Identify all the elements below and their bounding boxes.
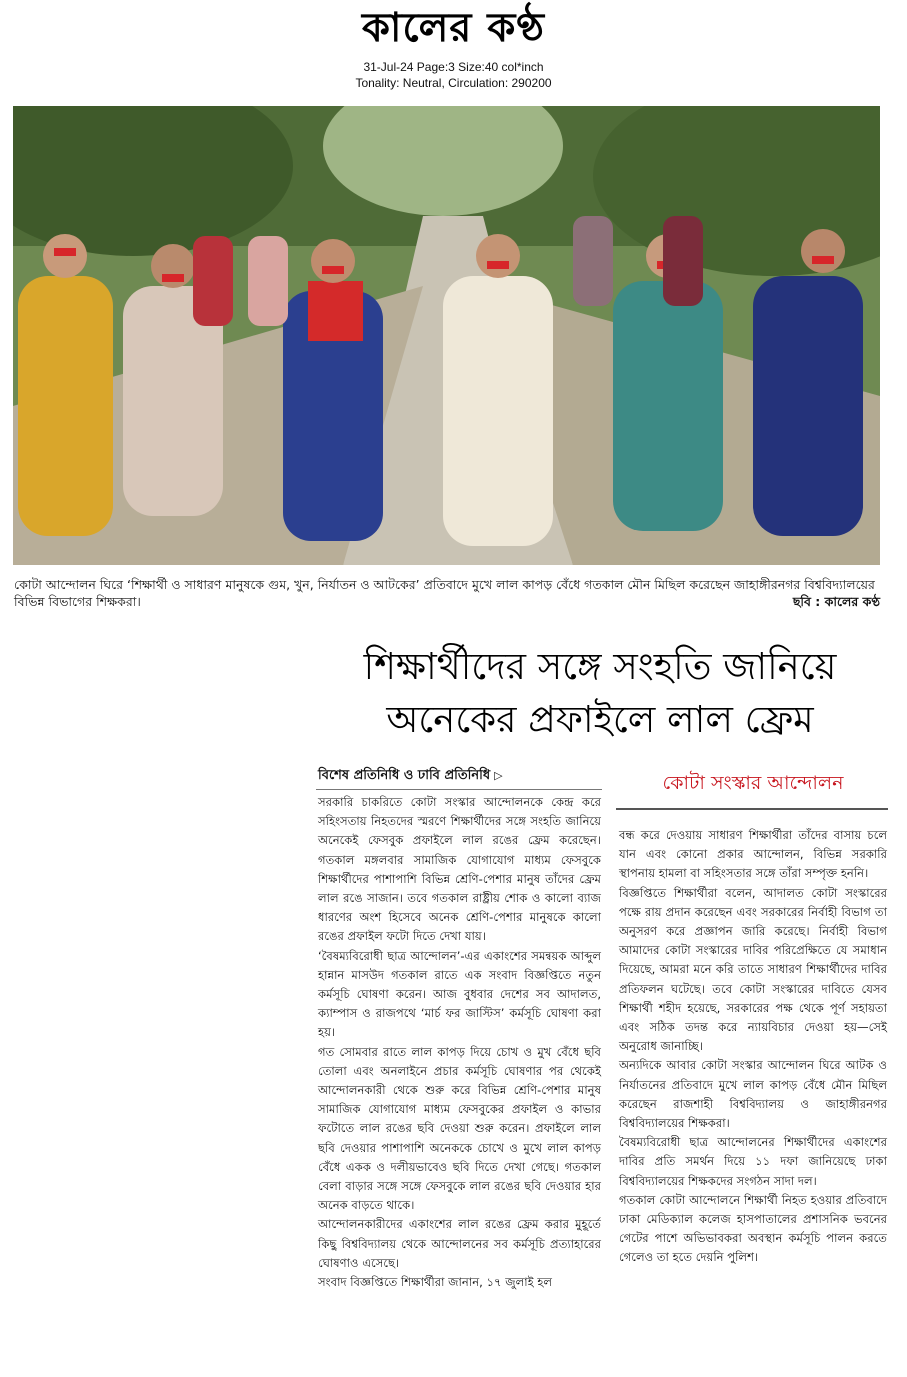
photo-credit: ছবি : কালের কণ্ঠ [792, 594, 880, 609]
paragraph: আন্দোলনকারীদের একাংশের লাল রঙের ফ্রেম করার মুহূর্তে কিছু বিশ্ববিদ্যালয় থেকে আন্দোলনের সব কর্মসূচি প্রত্যাহারের ঘোষণাও এসেছে। [318, 1217, 601, 1270]
article-column-1 [318, 793, 601, 1292]
paragraph: সরকারি চাকরিতে কোটা সংস্কার আন্দোলনকে কেন্দ্র করে সহিংসতায় নিহতদের স্মরণে শিক্ষার্থীদের সঙ্গে সংহতি জানিয়ে অনেকেই ফেসবুক প্রফাইলে লাল রঙের ফ্রেম করেছেন। গতকাল মঙ্গলবার সামাজিক যোগাযোগ মাধ্যম ফেসবুকে শিক্ষার্থীদের পাশাপাশি বিভিন্ন শ্রেণি-পেশার মানুষ তাঁদের ফ্রেম লাল রঙে সাজান। তবে গতকাল রাষ্ট্রীয় শোক ও কালো ব্যাজ ধারণের অংশ হিসেবে অনেক শ্রেণি-পেশার মানুষকে কালো রঙের প্রফাইল ফটো দিতে দেখা যায়। [318, 795, 601, 944]
article-headline [300, 640, 900, 746]
paragraph: ‘বৈষম্যবিরোধী ছাত্র আন্দোলন’-এর একাংশের সমন্বয়ক আব্দুল হান্নান মাসউদ গতকাল রাতে এক সংবাদ বিজ্ঞপ্তিতে নতুন কর্মসূচি ঘোষণা করেন। আজ বুধবার দেশের সব আদালত, ক্যাম্পাস ও রাজপথে ‘মার্চ ফর জাস্টিস’ কর্মসূচি ঘোষণা করা হয়। [318, 948, 601, 1040]
paragraph: সংবাদ বিজ্ঞপ্তিতে শিক্ষার্থীরা জানান, ১৭ জুলাই হল [318, 1275, 553, 1290]
article-column-2 [619, 826, 887, 1268]
photo-caption [14, 576, 880, 610]
paragraph: গত সোমবার রাতে লাল কাপড় দিয়ে চোখ ও মুখ বেঁধে ছবি তোলা এবং অনলাইনে প্রচার কর্মসূচি ঘোষণার পর থেকেই আন্দোলনকারী থেকে শুরু করে বিভিন্ন শ্রেণি-পেশার মানুষ সামাজিক যোগাযোগ মাধ্যম ফেসবুকের প্রফাইল ও কাভার ফটোতে লাল রঙের ছবি দেওয়া শুরু করেন। প্রফাইলে লাল ছবি দেওয়ার পাশাপাশি অনেককে চোখে ও মুখে লাল কাপড় বেঁধে একক ও দলীয়ভাবেও ছবি দিতে দেখা গেছে। গতকাল বেলা বাড়ার সঙ্গে সঙ্গে ফেসবুকে লাল রঙের ছবি দেওয়ার হার অনেক বাড়তে থাকে। [318, 1044, 601, 1213]
byline-rule [316, 789, 602, 790]
paragraph: বৈষম্যবিরোধী ছাত্র আন্দোলনের শিক্ষার্থীদের একাংশের দাবির প্রতি সমর্থন দিয়ে ১১ দফা জানিয়েছে ঢাকা বিশ্ববিদ্যালয়ের শিক্ষকদের সংগঠন সাদা দল। [619, 1135, 887, 1188]
clip-tonality-line: Tonality: Neutral, Circulation: 290200 [355, 76, 552, 90]
news-photo [13, 106, 880, 565]
newspaper-logo: কালের কণ্ঠ [361, 4, 546, 51]
section-tag: কোটা সংস্কার আন্দোলন [662, 772, 844, 794]
clip-meta-line: 31-Jul-24 Page:3 Size:40 col*inch [363, 60, 544, 74]
paragraph: গতকাল কোটা আন্দোলনে শিক্ষার্থী নিহত হওয়ার প্রতিবাদে ঢাকা মেডিক্যাল কলেজ হাসপাতালের প্রশাসনিক ভবনের গেটের পাশে অভিভাবকরা অবস্থান কর্মসূচি পালন করতে গেলেও তা হতে দেয়নি পুলিশ। [619, 1192, 887, 1265]
protest-march-photo [13, 106, 880, 565]
byline [318, 766, 503, 787]
byline-arrow-icon: ▷ [494, 769, 503, 782]
headline-line-1: শিক্ষার্থীদের সঙ্গে সংহতি জানিয়ে [363, 645, 837, 688]
headline-line-2: অনেকের প্রফাইলে লাল ফ্রেম [386, 698, 814, 741]
byline-text: বিশেষ প্রতিনিধি ও ঢাবি প্রতিনিধি [318, 768, 491, 783]
section-tag-rule [616, 808, 888, 810]
paragraph: বিজ্ঞপ্তিতে শিক্ষার্থীরা বলেন, আদালত কোটা সংস্কারের পক্ষে রায় প্রদান করেছেন এবং সরকারের নির্বাহী বিভাগ তা অনুসরণ করে প্রজ্ঞাপন জারি করেছে। নির্বাহী বিভাগ আমাদের কোটা সংস্কারের দাবির পরিপ্রেক্ষিতে যে সমাধান দিয়েছে, আমরা মনে করি তাতে সাধারণ শিক্ষার্থীদের দাবির প্রতিফলন ঘটেছে। তবে কোটা সংস্কারের দাবিতে যেসব শিক্ষার্থী শহীদ হয়েছে, সরকারের পক্ষ থেকে পূর্ণ সহায়তা এবং সঠিক তদন্ত করে ন্যায়বিচার দেওয়া হয়—সেই অনুরোধ জানাচ্ছি। [619, 885, 887, 1054]
masthead [0, 0, 907, 60]
paragraph: অন্যদিকে আবার কোটা সংস্কার আন্দোলন ঘিরে আটক ও নির্যাতনের প্রতিবাদে মুখে লাল কাপড় বেঁধে মৌন মিছিল করেছেন রাজশাহী বিশ্ববিদ্যালয় ও জাহাঙ্গীরনগর বিশ্ববিদ্যালয়ের শিক্ষকরা। [619, 1058, 887, 1131]
caption-text: কোটা আন্দোলন ঘিরে ‘শিক্ষার্থী ও সাধারণ মানুষকে গুম, খুন, নির্যাতন ও আটকের’ প্রতিবাদে মুখে লাল কাপড় বেঁধে গতকাল মৌন মিছিল করেছেন জাহাঙ্গীরনগর বিশ্ববিদ্যালয়ের বিভিন্ন বিভাগের শিক্ষকরা। [14, 577, 875, 609]
paragraph: বন্ধ করে দেওয়ায় সাধারণ শিক্ষার্থীরা তাঁদের বাসায় চলে যান এবং কোনো প্রকার আন্দোলন, বিভিন্ন সরকারি স্থাপনায় হামলা বা সহিংসতার সঙ্গে তাঁরা সম্পৃক্ত হননি। [619, 828, 887, 881]
